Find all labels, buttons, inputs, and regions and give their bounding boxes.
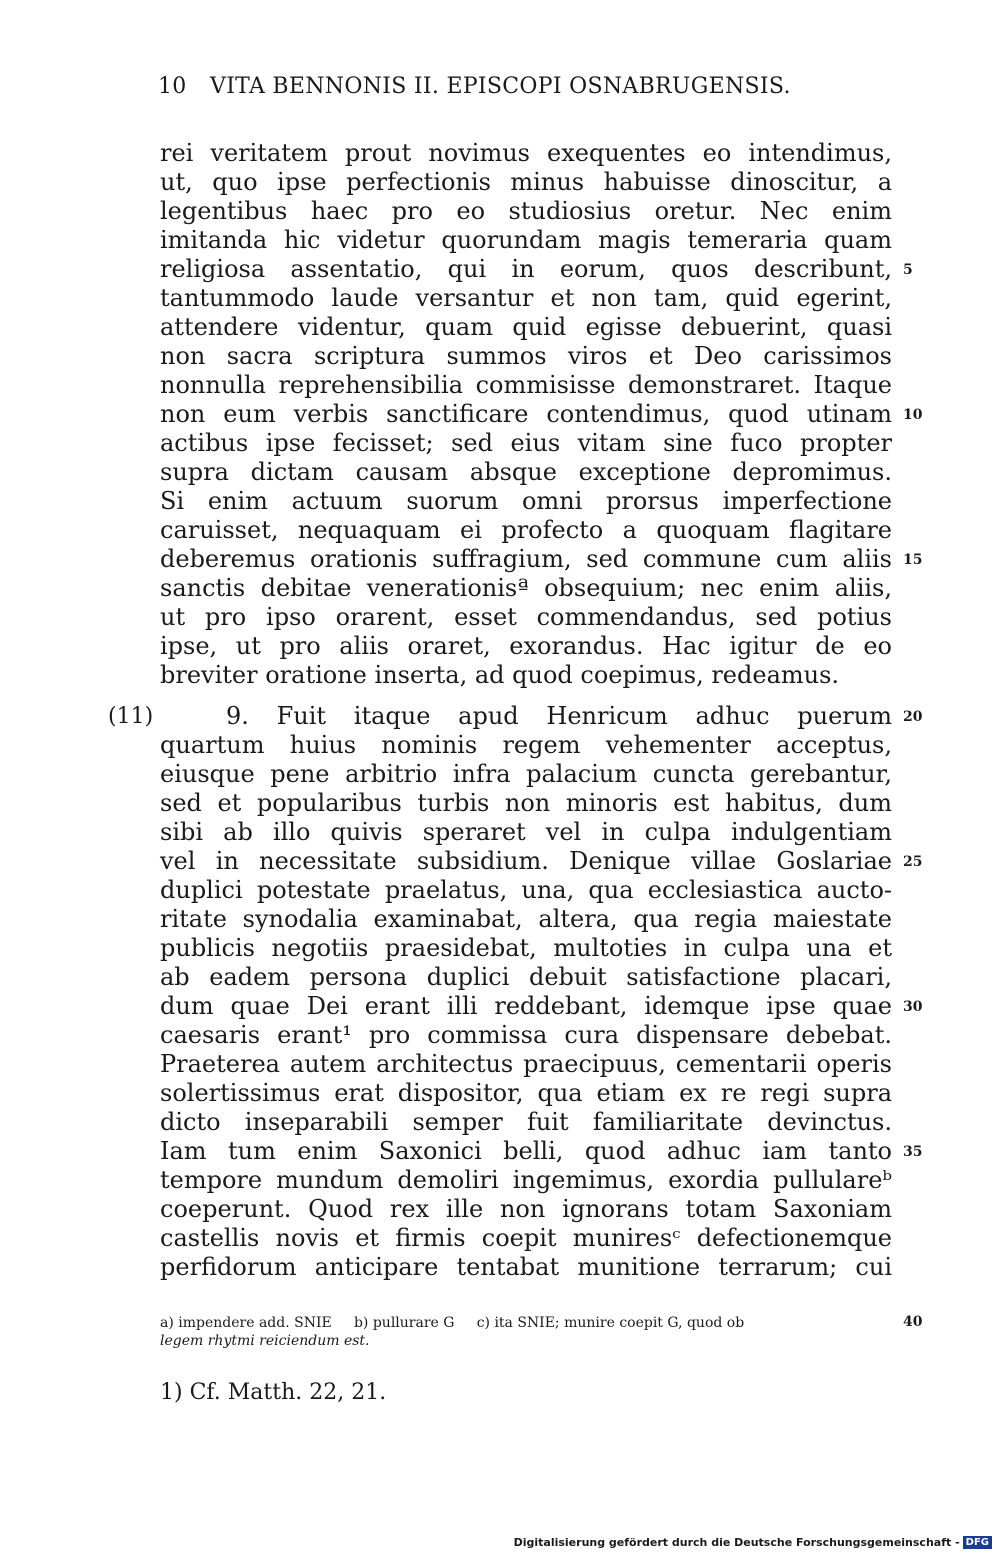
text-line: publicis negotiis praesidebat, multoties in culpa una et — [160, 934, 892, 962]
text-line: ritate synodalia examinabat, altera, qua regia maiestate — [160, 905, 892, 933]
running-header — [158, 74, 898, 99]
text-line: non eum verbis sanctificare contendimus, quod utinam — [160, 400, 892, 428]
apparatus-line: a) impendere add. SNIE b) pullurare G c) ita SNIE; munire coepit G, quod ob — [160, 1315, 745, 1331]
text-line: breviter oratione inserta, ad quod coepimus, redeamus. — [160, 661, 840, 689]
text-line: caesaris erant¹ pro commissa cura dispensare debebat. — [160, 1021, 892, 1049]
footnote: 1) Cf. Matth. 22, 21. — [160, 1380, 387, 1405]
text-line: supra dictam causam absque exceptione depromimus. — [160, 458, 892, 486]
text-line: vel in necessitate subsidium. Denique villae Goslariae — [160, 847, 892, 875]
text-line: Si enim actuum suorum omni prorsus imperfectione — [160, 487, 892, 515]
text-line: caruisset, nequaquam ei profecto a quoquam flagitare — [160, 516, 892, 544]
text-line: solertissimus erat dispositor, qua etiam ex re regi supra — [160, 1079, 892, 1107]
dfg-logo: DFG — [963, 1536, 992, 1549]
text-line: attendere videntur, quam quid egisse debuerint, quasi — [160, 313, 892, 341]
text-line: legentibus haec pro eo studiosius oretur. Nec enim — [160, 197, 892, 225]
line-number: 30 — [903, 999, 923, 1015]
line-number: 15 — [903, 552, 923, 568]
text-line: non sacra scriptura summos viros et Deo carissimos — [160, 342, 892, 370]
text-line: coeperunt. Quod rex ille non ignorans totam Saxoniam — [160, 1195, 892, 1223]
text-line: dicto inseparabili semper fuit familiaritate devinctus. — [160, 1108, 892, 1136]
text-line: duplici potestate praelatus, una, qua ecclesiastica aucto- — [160, 876, 892, 904]
text-line: sanctis debitae venerationisª obsequium; nec enim aliis, — [160, 574, 892, 602]
text-line: deberemus orationis suffragium, sed commune cum aliis — [160, 545, 892, 573]
text-line: tantummodo laude versantur et non tam, quid egerint, — [160, 284, 892, 312]
text-line: actibus ipse fecisset; sed eius vitam sine fuco propter — [160, 429, 892, 457]
text-line: ut pro ipso orarent, esset commendandus, sed potius — [160, 603, 892, 631]
text-line: religiosa assentatio, qui in eorum, quos describunt, — [160, 255, 892, 283]
text-line: ut, quo ipse perfectionis minus habuisse dinoscitur, a — [160, 168, 892, 196]
text-line: Praeterea autem architectus praecipuus, cementarii operis — [160, 1050, 892, 1078]
text-line: sibi ab illo quivis speraret vel in culpa indulgentiam — [160, 818, 892, 846]
line-number: 20 — [903, 709, 923, 725]
paragraph-marker: (11) — [108, 704, 154, 729]
text-line: dum quae Dei erant illi reddebant, idemque ipse quae — [160, 992, 892, 1020]
apparatus-line: legem rhytmi reiciendum est. — [160, 1333, 370, 1349]
text-line: 9. Fuit itaque apud Henricum adhuc puerum — [226, 702, 892, 730]
line-number: 5 — [903, 262, 913, 278]
line-number: 40 — [903, 1314, 923, 1330]
text-line: perfidorum anticipare tentabat munitione terrarum; cui — [160, 1253, 892, 1281]
running-title: VITA BENNONIS II. EPISCOPI OSNABRUGENSIS. — [210, 74, 791, 99]
page-number: 10 — [158, 74, 187, 99]
credit-text: Digitalisierung gefördert durch die Deutsche Forschungsgemeinschaft - — [513, 1535, 960, 1549]
text-line: quartum huius nominis regem vehementer acceptus, — [160, 731, 892, 759]
text-line: Iam tum enim Saxonici belli, quod adhuc iam tanto — [160, 1137, 892, 1165]
text-line: tempore mundum demoliri ingemimus, exordia pullulareᵇ — [160, 1166, 892, 1194]
text-line: rei veritatem prout novimus exequentes eo intendimus, — [160, 139, 892, 167]
text-line: sed et popularibus turbis non minoris est habitus, dum — [160, 789, 892, 817]
line-number: 25 — [903, 854, 923, 870]
text-line: ab eadem persona duplici debuit satisfactione placari, — [160, 963, 892, 991]
text-line: nonnulla reprehensibilia commisisse demonstraret. Itaque — [160, 371, 892, 399]
text-line: eiusque pene arbitrio infra palacium cuncta gerebantur, — [160, 760, 892, 788]
digitization-credit — [514, 1536, 992, 1550]
text-line: ipse, ut pro aliis oraret, exorandus. Hac igitur de eo — [160, 632, 892, 660]
text-line: imitanda hic videtur quorundam magis temeraria quam — [160, 226, 892, 254]
line-number: 10 — [903, 407, 923, 423]
line-number: 35 — [903, 1144, 923, 1160]
text-line: castellis novis et firmis coepit muniresᶜ defectionemque — [160, 1224, 892, 1252]
